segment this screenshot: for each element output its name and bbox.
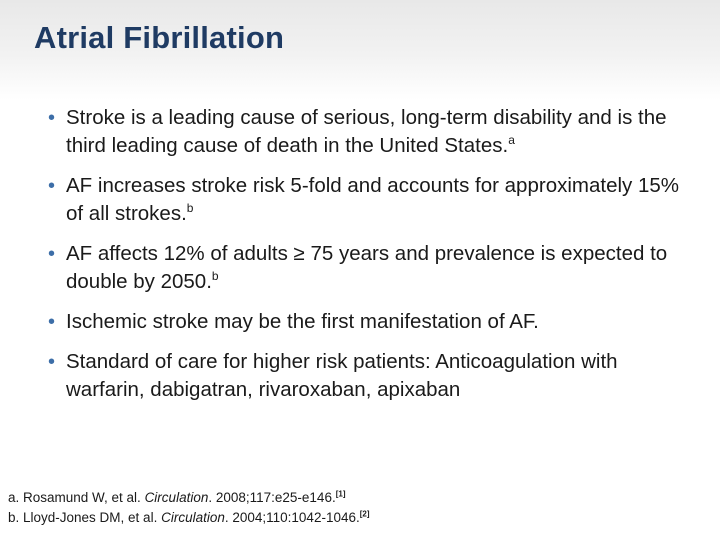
bullet-item (48, 104, 688, 160)
bullet-text: Stroke is a leading cause of serious, long-term disability and is the third leading cause of death in the United States. (66, 106, 667, 157)
reference-prefix: b. Lloyd-Jones DM, et al. (8, 510, 162, 525)
reference-link[interactable]: [1] (335, 489, 346, 499)
bullet-dot-icon: • (48, 311, 56, 333)
bullet-dot-icon: • (48, 351, 56, 373)
reference-journal: Circulation (161, 510, 225, 525)
bullet-text: Ischemic stroke may be the first manifestation of AF. (66, 310, 539, 333)
reference-details: . 2008;117:e25-e146. (208, 490, 336, 505)
bullet-item (48, 240, 688, 296)
reference-prefix: a. Rosamund W, et al. (8, 490, 145, 505)
bullet-text: AF affects 12% of adults ≥ 75 years and prevalence is expected to double by 2050. (66, 242, 668, 293)
citation-marker: b (186, 201, 194, 216)
reference-details: . 2004;110:1042-1046. (224, 510, 360, 525)
bullet-dot-icon: • (48, 107, 56, 129)
reference-b (8, 508, 708, 528)
reference-link[interactable]: [2] (359, 509, 370, 519)
bullet-list (48, 104, 688, 416)
bullet-dot-icon: • (48, 243, 56, 265)
references (8, 488, 708, 528)
slide-title: Atrial Fibrillation (34, 20, 285, 55)
bullet-dot-icon: • (48, 175, 56, 197)
reference-journal: Circulation (144, 490, 209, 505)
bullet-item (48, 308, 688, 336)
reference-a (8, 488, 708, 508)
bullet-item (48, 348, 688, 404)
citation-marker: b (211, 269, 219, 284)
citation-marker: a (508, 133, 515, 148)
bullet-text: AF increases stroke risk 5-fold and accounts for approximately 15% of all strokes. (66, 174, 679, 225)
bullet-item (48, 172, 688, 228)
bullet-text: Standard of care for higher risk patients: Anticoagulation with warfarin, dabigatran, rivaroxaban, apixaban (66, 350, 618, 401)
